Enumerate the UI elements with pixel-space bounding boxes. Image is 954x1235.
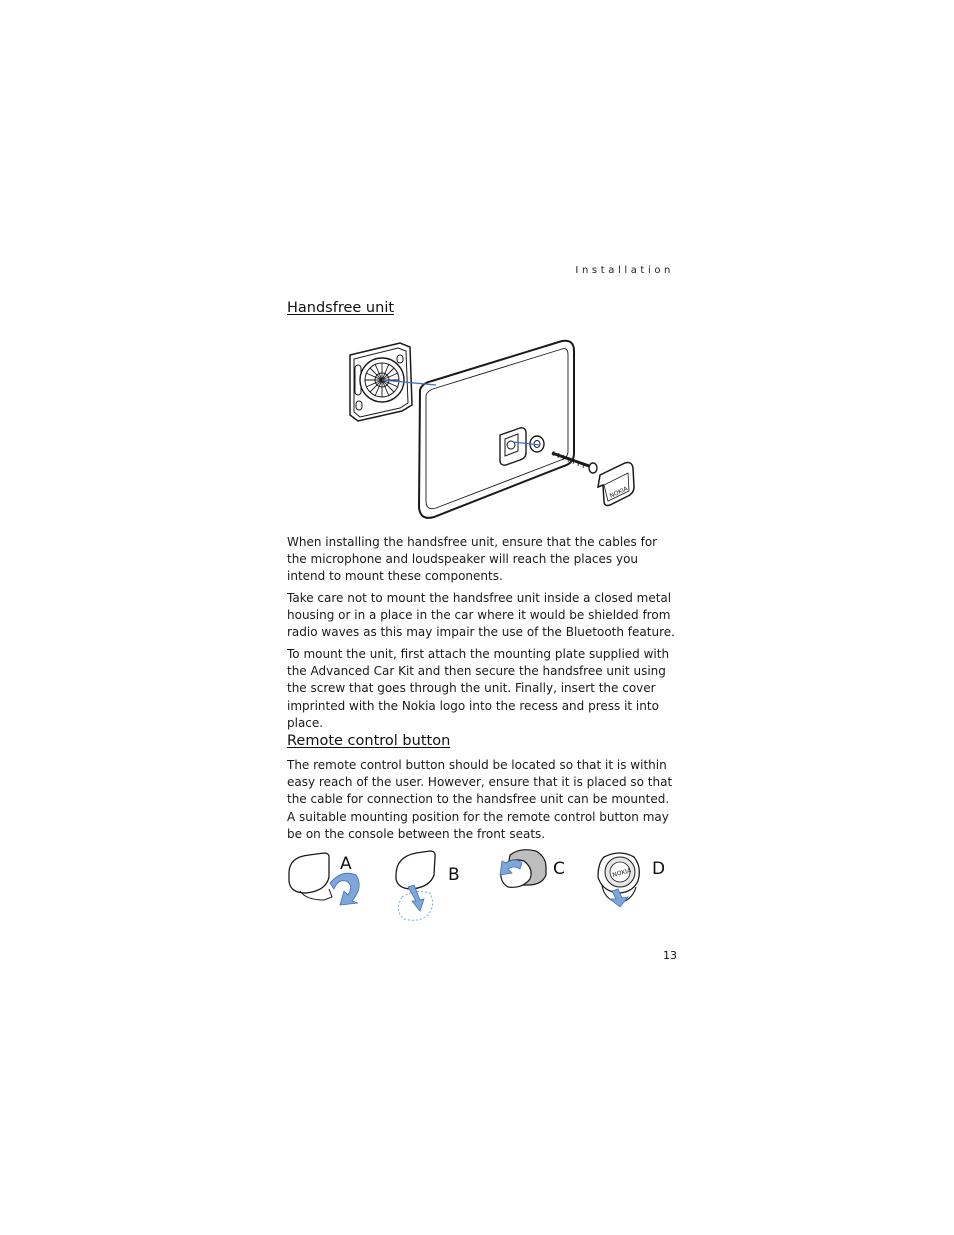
step-d-drawing (598, 853, 665, 907)
paragraph-shielding: Take care not to mount the handsfree unit inside a closed metal housing or in a place in the car where it would be shielded from radio waves as this may impair the use of the Bluetooth feature. (287, 591, 675, 640)
step-label-c: C (553, 859, 565, 879)
handsfree-unit-illustration (340, 335, 640, 525)
step-a-drawing (289, 853, 359, 905)
step-label-b: B (448, 865, 460, 885)
step-label-a: A (340, 854, 352, 874)
running-header: Installation (575, 265, 674, 276)
nokia-logo-on-cover: NOKIA (608, 485, 629, 500)
section-title-remote-control-button: Remote control button (287, 733, 451, 749)
remote-mounting-steps-illustration (284, 845, 684, 930)
page-number: 13 (663, 949, 677, 962)
step-label-d: D (652, 859, 666, 879)
paragraph-remote-location: The remote control button should be located so that it is within easy reach of the user. However, ensure that it is placed so that the cable for connection to the handsfree unit can be mounted. A suitable mounting position for the remote control button may be on the console between the front seats. (287, 758, 673, 841)
section-title-handsfree-unit: Handsfree unit (287, 300, 395, 316)
step-b-drawing (396, 851, 460, 920)
paragraph-cables: When installing the handsfree unit, ensure that the cables for the microphone and loudspeaker will reach the places you intend to mount these components. (287, 535, 658, 584)
handsfree-unit-body-drawing (419, 341, 634, 518)
nokia-logo-on-button: NOKIA (611, 867, 632, 879)
paragraph-mounting: To mount the unit, first attach the mounting plate supplied with the Advanced Car Kit and then secure the handsfree unit using the screw that goes through the unit. Finally, insert the cover imprinted with the Nokia logo into the recess and press it into place. (287, 647, 670, 730)
step-c-drawing (500, 850, 565, 888)
